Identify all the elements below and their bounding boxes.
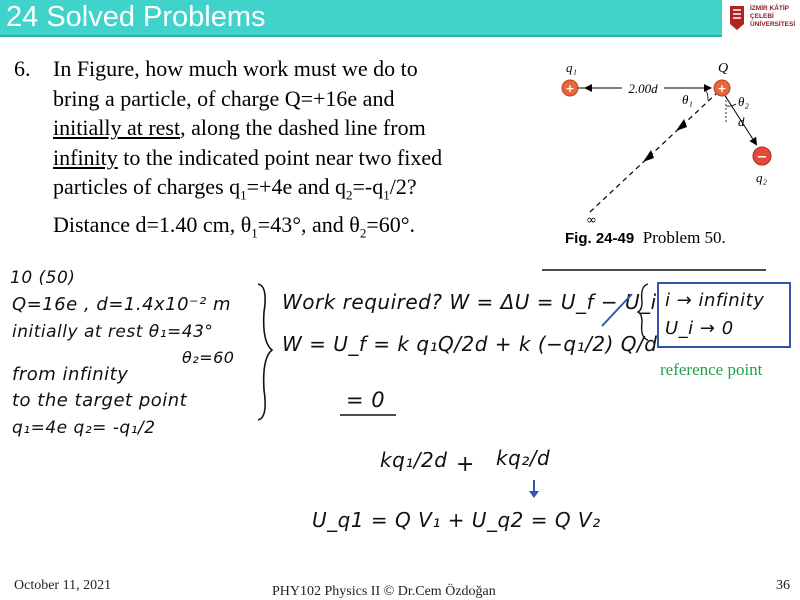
subscript: 2 [359,225,367,241]
reference-point-label: reference point [660,360,763,379]
distance-label: 2.00d [628,81,658,96]
logo-emblem-icon [728,2,748,32]
title-bar [0,0,722,37]
slide-title: 24 Solved Problems [6,1,266,33]
hw-zero: = 0 [346,388,386,412]
footer-date: October 11, 2021 [14,578,112,593]
hw-given-5: to the target point [12,390,188,411]
hw-equation: W = U_f = k q₁Q/2d + k (−q₁/2) Q/d [282,332,658,356]
q1-label: q₁ [566,60,578,75]
subscript: 1 [251,225,258,241]
figure-number: Fig. 24-49 [565,230,635,247]
problem-text: to the indicated point near two fixed [117,144,443,170]
problem-text: particles of charges q [53,174,241,199]
charge-figure [548,52,788,252]
subscript: 1 [240,187,247,203]
underlined-phrase: initially at rest [53,115,181,140]
d-label: d [738,114,745,129]
theta1-label: θ₁ [682,92,693,107]
hw-header: 10 (50) [10,268,76,288]
problem-line-3 [53,113,533,143]
hw-given-1: Q=16e , d=1.4x10⁻² m [12,294,232,315]
subscript: 1 [383,187,390,203]
minus-icon: − [756,150,768,165]
dashed-path [590,92,718,212]
hw-fraction-1: kq₁/2d [380,448,448,472]
problem-body [53,54,533,248]
problem-text: =+4e and q [246,174,346,199]
hw-ref-infinity: i → infinity [665,290,765,311]
problem-line-5 [53,172,533,210]
problem-text: /2? [389,174,417,199]
reference-box [657,282,791,348]
figure-problem-ref: Problem 50. [642,228,726,247]
problem-line-2: bring a particle, of charge Q=+16e and [53,85,395,111]
strike-icon [598,290,638,330]
logo-text: İZMİR KÂTİP ÇELEBİ ÜNİVERSİTESİ [750,5,796,28]
curly-brace-icon [252,282,276,422]
problem-text: , along the dashed line from [180,115,426,140]
plus-icon: + [717,82,727,95]
plus-icon: + [565,82,575,95]
arrowhead-left-icon [584,84,592,92]
underline-mark [338,412,398,418]
hw-given-3: θ₂=60 [182,348,235,367]
hw-plus: + [456,452,475,477]
figure-caption [565,228,726,248]
theta2-label: θ₂ [738,94,749,109]
university-logo [728,2,798,34]
infinity-label: ∞ [586,213,597,228]
path-arrow-icon [676,119,687,131]
top-scribble-line [540,266,770,274]
hw-given-2: initially at rest θ₁=43° [12,322,214,342]
hw-ref-zero: U_i → 0 [665,318,734,339]
subscript: 2 [345,187,353,203]
problem-text: Distance d=1.40 cm, θ [53,211,252,237]
q2-label: q₂ [756,170,768,185]
problem-number: 6. [14,56,31,81]
hw-work-required: Work required? W = ΔU = U_f − U_i [282,290,657,314]
underlined-phrase: infinity [53,144,118,170]
problem-line-6 [53,210,533,248]
footer-page-number: 36 [776,578,790,593]
down-arrow-icon [526,478,542,500]
path-arrow-icon [643,150,654,162]
hw-fraction-2: kq₂/d [496,446,551,470]
footer-course: PHY102 Physics II © Dr.Cem Özdoğan [272,584,496,599]
problem-line-4 [53,143,533,173]
Q-label: Q [718,61,729,76]
problem-text: =43°, and θ [257,211,360,237]
problem-text: =60°. [366,211,416,237]
hw-given-6: q₁=4e q₂= -q₁/2 [12,418,156,438]
hw-given-4: from infinity [12,364,129,385]
hw-bottom-line: U_q1 = Q V₁ + U_q2 = Q V₂ [312,508,601,532]
arrowhead-right-icon [704,84,712,92]
problem-line-1: In Figure, how much work must we do to [53,56,418,81]
problem-text: =-q [352,174,384,199]
